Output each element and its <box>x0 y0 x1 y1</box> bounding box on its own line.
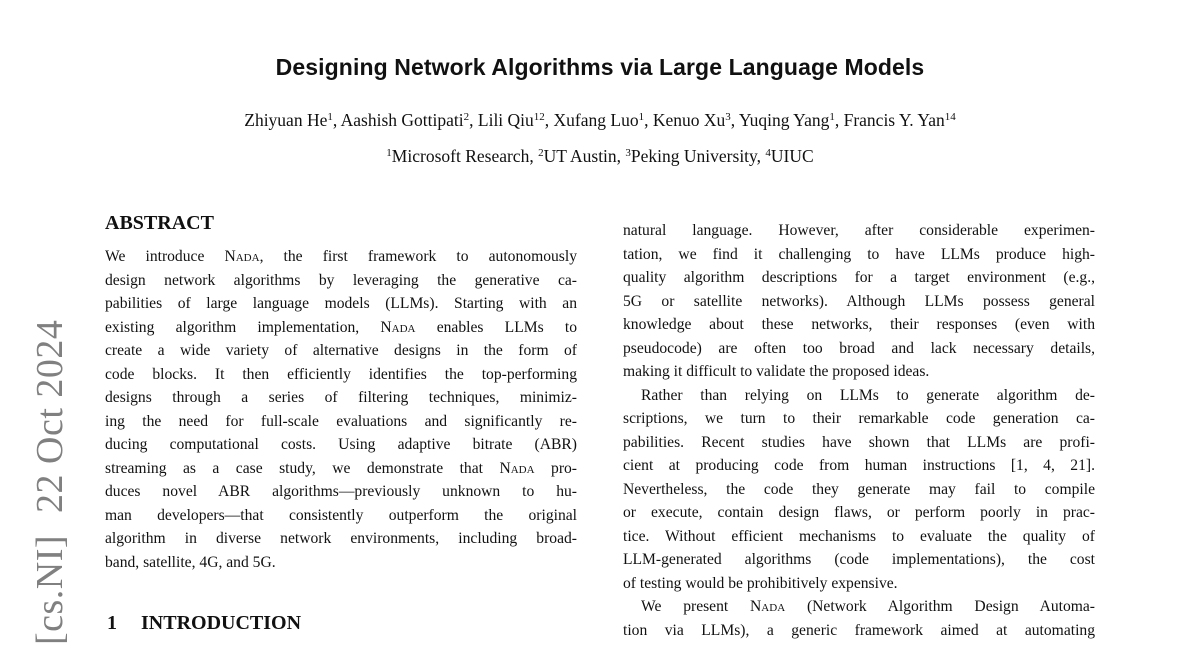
text-line: streaming as a case study, we demonstrate that Nada pro- <box>105 459 577 477</box>
arxiv-date: 22 Oct 2024 <box>29 319 71 513</box>
text-line: Rather than relying on LLMs to generate algorithm de- <box>641 386 1095 404</box>
text-line: designs through a series of filtering techniques, minimiz- <box>105 389 577 406</box>
text-line: pseudocode) are often too broad and lack necessary details, <box>623 339 1095 357</box>
text-line: tion via LLMs), a generic framework aimed at automating <box>623 621 1095 639</box>
section-number: 1 <box>107 612 117 634</box>
affiliation: $^1$Microsoft Research, <box>386 146 539 166</box>
text-line: ducing computational costs. Using adaptive bitrate (ABR) <box>105 436 577 453</box>
text-line: man developers—that consistently outperform the original <box>105 506 577 524</box>
text-line: band, satellite, 4G, and 5G. <box>105 553 276 571</box>
text-line: 5G or satellite networks). Although LLMs possess general <box>623 292 1095 310</box>
text-line: pabilities. Recent studies have shown that LLMs are profi- <box>623 433 1095 451</box>
text-line: tice. Without efficient mechanisms to evaluate the quality of <box>623 527 1095 545</box>
affiliation: $^2$UT Austin, <box>538 146 626 166</box>
abstract-body <box>105 245 577 574</box>
text-line: We introduce Nada, the first framework to autonomously <box>105 248 577 265</box>
abstract-heading: ABSTRACT <box>105 212 214 234</box>
text-line: making it difficult to validate the proposed ideas. <box>623 363 930 380</box>
author-list <box>0 110 1200 131</box>
author: Kenuo Xu$^3$, <box>652 110 739 130</box>
text-line: tation, we find it challenging to have LLMs produce high- <box>623 245 1095 263</box>
text-line: ing the need for full-scale evaluations and significantly re- <box>105 412 577 430</box>
arxiv-stamp <box>28 320 72 645</box>
text-line: quality algorithm descriptions for a target environment (e.g., <box>623 269 1095 286</box>
text-line: algorithm in diverse network environments, including broad- <box>105 530 577 547</box>
author: Zhiyuan He$^1$, <box>244 110 341 130</box>
paper-title: Designing Network Algorithms via Large Language Models <box>275 54 925 80</box>
affiliation-list <box>0 146 1200 167</box>
text-line: design network algorithms by leveraging the generative ca- <box>105 271 577 289</box>
text-line: knowledge about these networks, their responses (even with <box>623 316 1095 333</box>
affiliation: $^3$Peking University, <box>625 146 766 166</box>
text-line: LLM-generated algorithms (code implementations), the cost <box>623 551 1095 568</box>
introduction-heading <box>107 612 301 635</box>
author: Lili Qiu$^{12}$, <box>477 110 554 130</box>
text-line: of testing would be prohibitively expensive. <box>623 574 898 592</box>
author: Francis Y. Yan$^{14}$ <box>843 110 956 130</box>
text-line: create a wide variety of alternative designs in the form of <box>105 342 577 359</box>
text-line: We present Nada (Network Algorithm Design Automa- <box>641 598 1095 615</box>
text-line: natural language. However, after considerable experimen- <box>623 222 1095 239</box>
author: Xufang Luo$^1$, <box>553 110 653 130</box>
text-line: cient at producing code from human instructions [1, 4, 21]. <box>623 457 1095 474</box>
text-line: or execute, contain design flaws, or perform poorly in prac- <box>623 504 1095 521</box>
text-line: scriptions, we turn to their remarkable code generation ca- <box>623 410 1095 427</box>
affiliation: $^4$UIUC <box>765 146 814 166</box>
text-line: pabilities of large language models (LLMs). Starting with an <box>105 295 577 312</box>
right-column-body <box>623 219 1095 642</box>
section-title: INTRODUCTION <box>141 612 302 634</box>
text-line: code blocks. It then efficiently identifies the top-performing <box>105 365 577 383</box>
text-line: existing algorithm implementation, Nada enables LLMs to <box>105 318 577 336</box>
text-line: duces novel ABR algorithms—previously unknown to hu- <box>105 483 577 500</box>
text-line: Nevertheless, the code they generate may fail to compile <box>623 480 1095 498</box>
author: Yuqing Yang$^1$, <box>738 110 844 130</box>
arxiv-category: [cs.NI] <box>29 534 71 645</box>
author: Aashish Gottipati$^2$, <box>340 110 478 130</box>
